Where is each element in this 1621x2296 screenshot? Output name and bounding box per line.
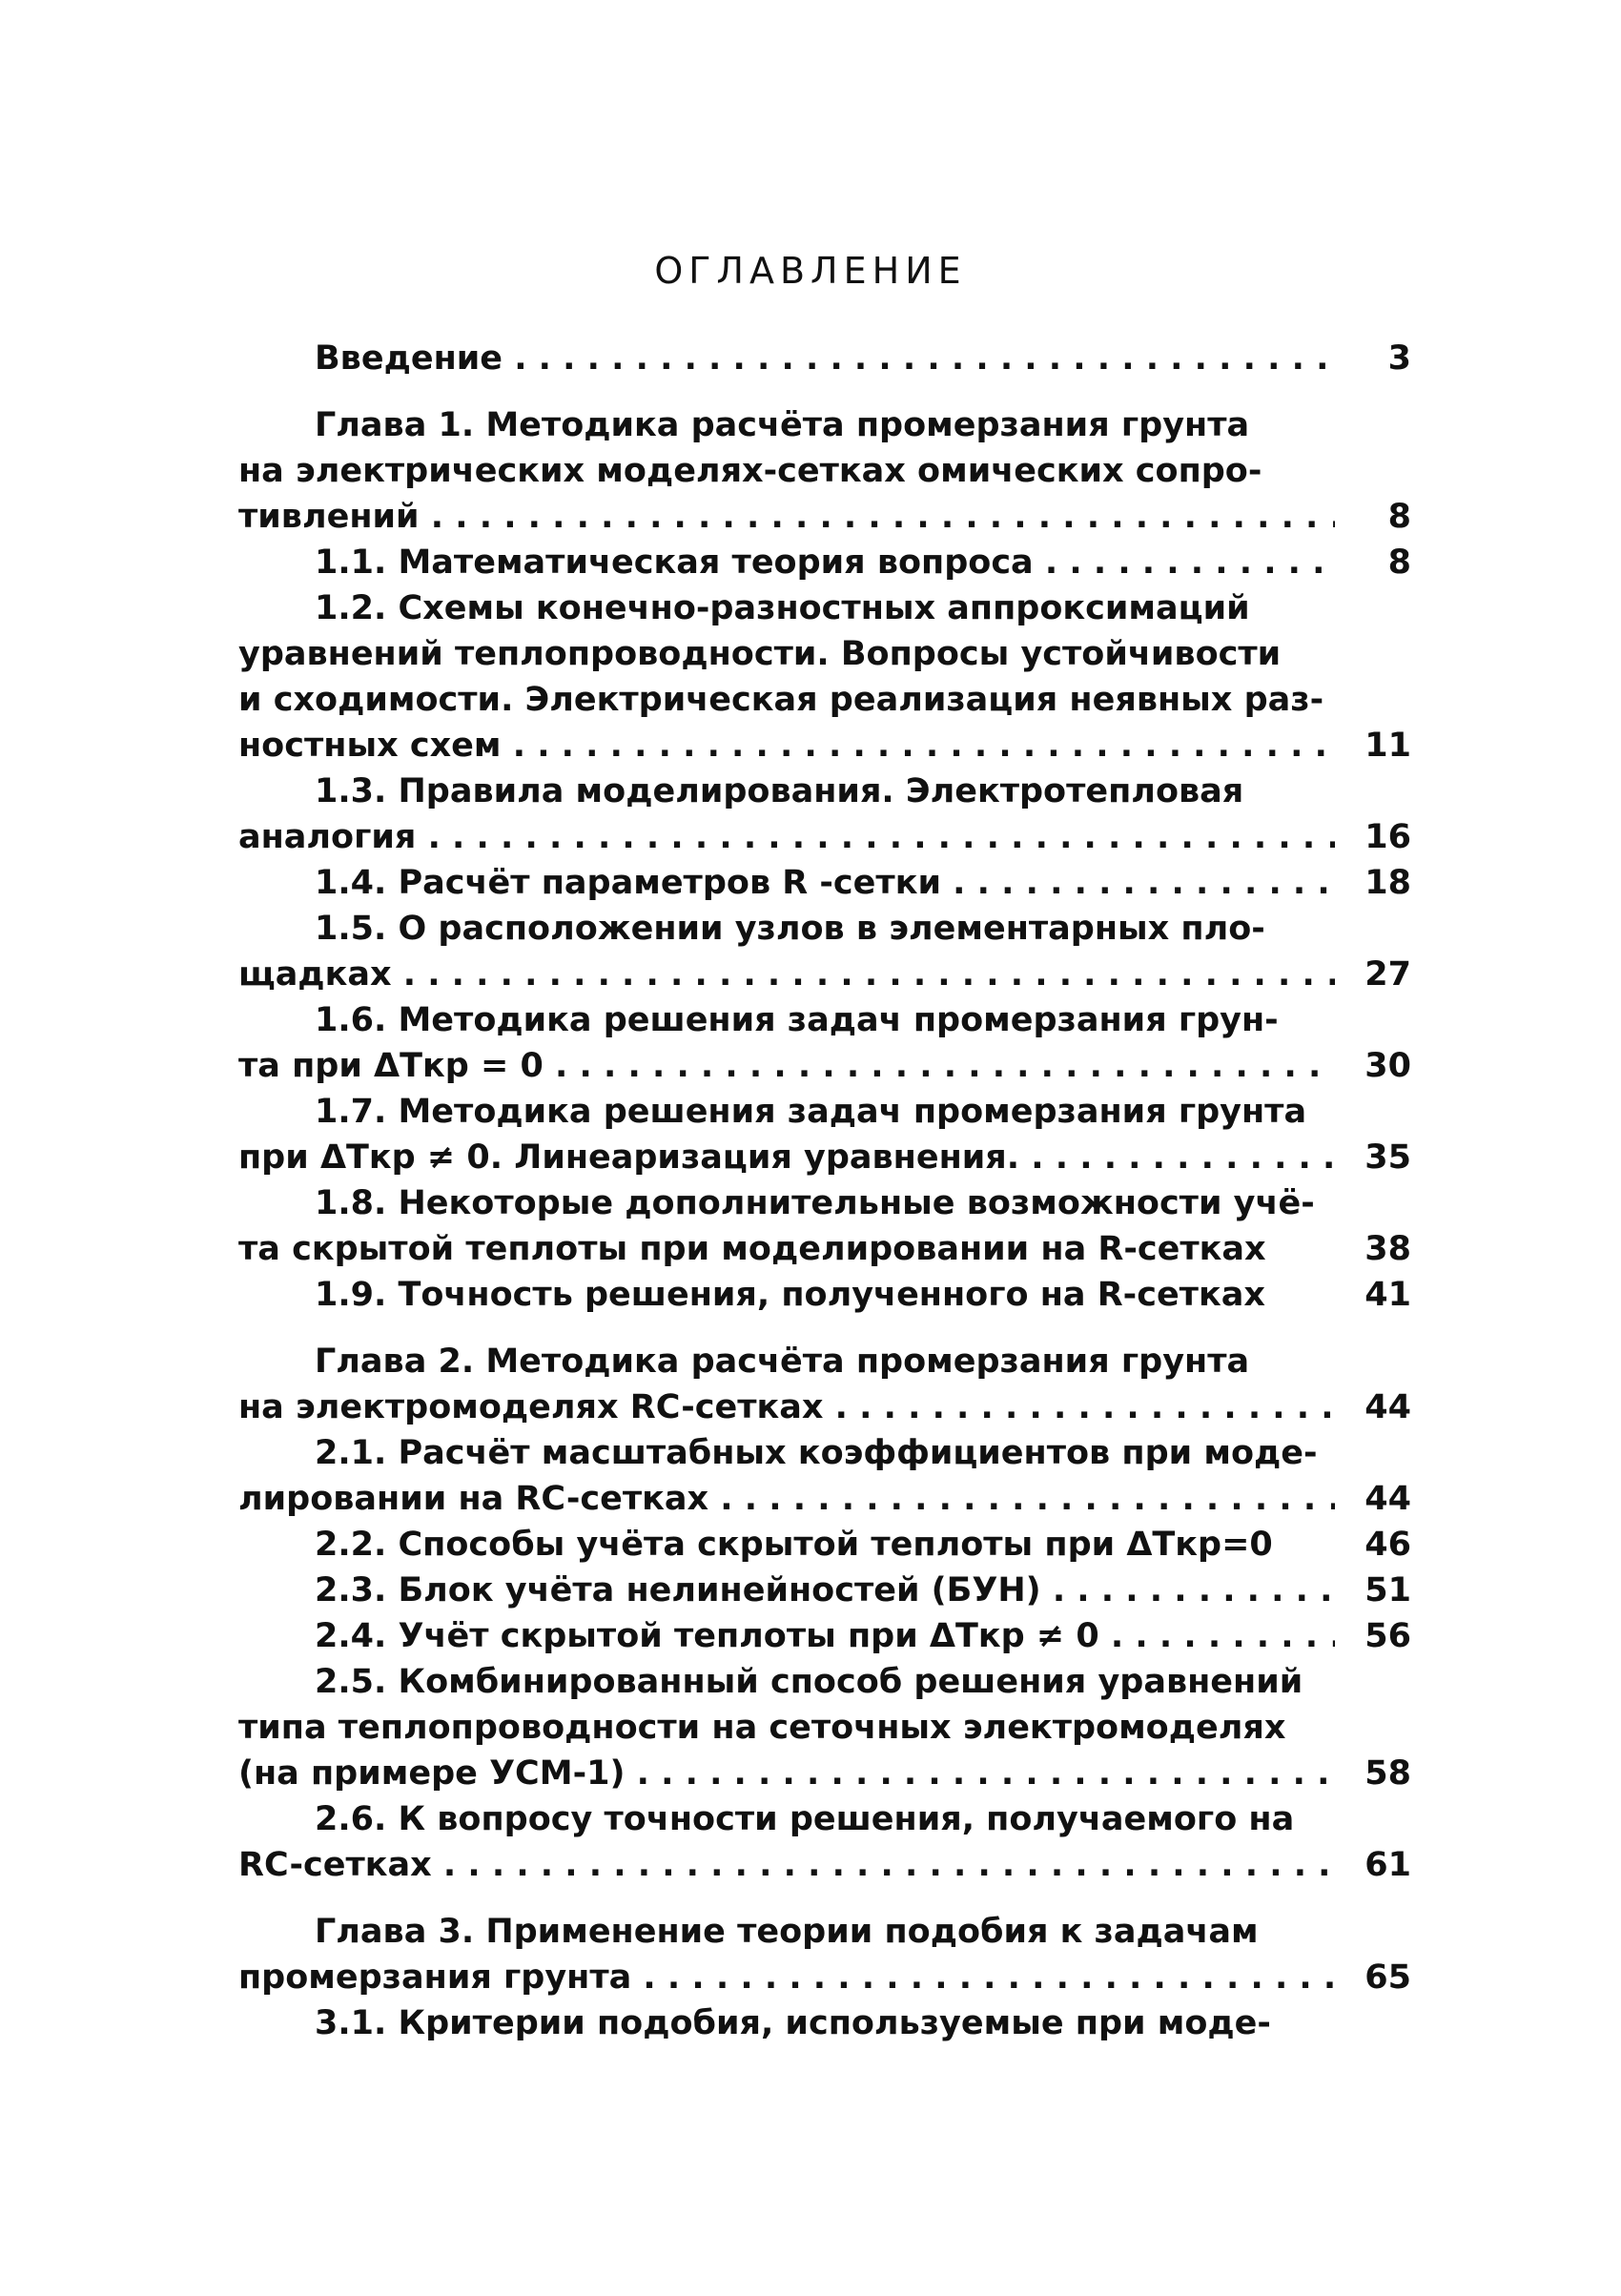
toc-entry (238, 952, 1411, 997)
toc-entry (238, 723, 1411, 769)
toc-entry (238, 860, 1411, 906)
toc-entry (238, 1659, 1411, 1705)
toc-page-number: 46 (1365, 1526, 1411, 1564)
toc-entry (238, 1751, 1411, 1796)
toc-entry (238, 585, 1411, 631)
toc-entry-text: при ΔTкр ≠ 0. Линеаризация уравнения. . . . (238, 1135, 1335, 1180)
toc-entry (238, 1796, 1411, 1842)
toc-page-number: 44 (1365, 1388, 1411, 1426)
toc-entry-text: Глава 3. Применение теории подобия к задачам (315, 1913, 1259, 1951)
toc-entry-text: на электрических моделях-сетках омических сопро- (238, 452, 1262, 490)
toc-entry (238, 1842, 1411, 1888)
toc-entry-text: типа теплопроводности на сеточных электромоделях (238, 1709, 1286, 1747)
toc-entry-text: на электромоделях RC-сетках . . . (238, 1384, 1335, 1430)
toc-entry (238, 494, 1411, 540)
toc-entry-text: щадках . . . (238, 952, 1335, 997)
toc-entry (238, 448, 1411, 494)
toc-entry-text: промерзания грунта . . . (238, 1955, 1335, 2000)
toc-entry (238, 1043, 1411, 1089)
toc-page-number: 58 (1365, 1754, 1411, 1793)
toc-entry-text: та скрытой теплоты при моделировании на R-сетках (238, 1230, 1266, 1268)
toc-entry-text: Введение . . . (315, 336, 1335, 381)
toc-entry (238, 336, 1411, 381)
toc-entry-text: та при ΔTкр = 0 . . . (238, 1043, 1335, 1089)
toc-entry-text: тивлений . . . (238, 494, 1335, 540)
toc-entry-text: 1.4. Расчёт параметров R -сетки . . . (315, 860, 1335, 906)
toc-page-number: 44 (1365, 1480, 1411, 1518)
toc-page-number: 8 (1387, 543, 1411, 582)
toc-page-number: 30 (1365, 1047, 1411, 1085)
toc-entry-text: и сходимости. Электрическая реализация неявных раз- (238, 681, 1324, 719)
toc-entry (238, 1476, 1411, 1522)
toc-entry-text: 1.3. Правила моделирования. Электротепловая (315, 772, 1244, 810)
toc-entry (238, 1568, 1411, 1613)
toc-page-number: 16 (1365, 818, 1411, 856)
table-of-contents (238, 336, 1411, 2046)
toc-entry (238, 1705, 1411, 1751)
toc-entry-text: 2.5. Комбинированный способ решения уравнений (315, 1663, 1303, 1701)
toc-entry-text: уравнений теплопроводности. Вопросы устойчивости (238, 635, 1282, 673)
toc-entry-text: 2.3. Блок учёта нелинейностей (БУН) . . . (315, 1568, 1335, 1613)
toc-page-number: 65 (1365, 1958, 1411, 1997)
toc-entry (238, 677, 1411, 723)
toc-entry (238, 1522, 1411, 1568)
toc-entry (238, 906, 1411, 952)
toc-entry (238, 631, 1411, 677)
toc-entry (238, 1180, 1411, 1226)
toc-entry (238, 1909, 1411, 1955)
toc-entry-text: 1.1. Математическая теория вопроса . . . (315, 540, 1335, 585)
toc-entry-text: 1.8. Некоторые дополнительные возможности учё- (315, 1184, 1315, 1222)
toc-entry (238, 1272, 1411, 1318)
toc-entry (238, 769, 1411, 814)
toc-entry (238, 1613, 1411, 1659)
toc-entry-text: 2.2. Способы учёта скрытой теплоты при ΔTкр=0 (315, 1526, 1273, 1564)
toc-entry-text: аналогия . . . (238, 814, 1335, 860)
toc-entry (238, 1430, 1411, 1476)
toc-entry-text: 2.4. Учёт скрытой теплоты при ΔTкр ≠ 0 . . . (315, 1613, 1335, 1659)
toc-page-number: 18 (1365, 864, 1411, 902)
toc-page-number: 41 (1365, 1276, 1411, 1314)
toc-page-number: 11 (1365, 727, 1411, 765)
toc-entry-text: ностных схем . . . (238, 723, 1335, 769)
toc-page-number: 3 (1387, 339, 1411, 378)
toc-page-number: 56 (1365, 1617, 1411, 1655)
toc-entry (238, 1384, 1411, 1430)
toc-entry (238, 1226, 1411, 1272)
toc-entry-text: 2.6. К вопросу точности решения, получаемого на (315, 1800, 1295, 1838)
toc-entry (238, 1135, 1411, 1180)
toc-entry (238, 814, 1411, 860)
toc-entry (238, 2000, 1411, 2046)
toc-entry (238, 1089, 1411, 1135)
toc-entry-text: 3.1. Критерии подобия, используемые при моде- (315, 2004, 1271, 2042)
toc-entry-text: 1.9. Точность решения, полученного на R-сетках (315, 1276, 1265, 1314)
toc-page-number: 27 (1365, 955, 1411, 994)
toc-entry (238, 540, 1411, 585)
toc-entry (238, 997, 1411, 1043)
toc-entry-text: Глава 2. Методика расчёта промерзания грунта (315, 1343, 1250, 1381)
toc-entry (238, 402, 1411, 448)
page-title: ОГЛАВЛЕНИЕ (654, 250, 967, 292)
toc-entry-text: 1.7. Методика решения задач промерзания грунта (315, 1093, 1307, 1131)
toc-entry (238, 1955, 1411, 2000)
toc-entry-text: 1.5. О расположении узлов в элементарных пло- (315, 910, 1265, 948)
toc-page-number: 35 (1365, 1138, 1411, 1177)
toc-entry-text: RC-сетках . . . (238, 1842, 1335, 1888)
toc-page-number: 8 (1387, 498, 1411, 536)
toc-page-number: 61 (1365, 1846, 1411, 1884)
toc-entry-text: 2.1. Расчёт масштабных коэффициентов при моде- (315, 1434, 1318, 1472)
toc-entry-text: 1.2. Схемы конечно-разностных аппроксимаций (315, 589, 1250, 627)
toc-entry-text: (на примере УСМ-1) . . . (238, 1751, 1335, 1796)
toc-entry-text: 1.6. Методика решения задач промерзания грун- (315, 1001, 1279, 1039)
toc-entry (238, 1339, 1411, 1384)
toc-page-number: 38 (1365, 1230, 1411, 1268)
toc-entry-text: Глава 1. Методика расчёта промерзания грунта (315, 406, 1250, 444)
toc-entry-text: лировании на RC-сетках . . . (238, 1476, 1335, 1522)
toc-page-number: 51 (1365, 1571, 1411, 1609)
